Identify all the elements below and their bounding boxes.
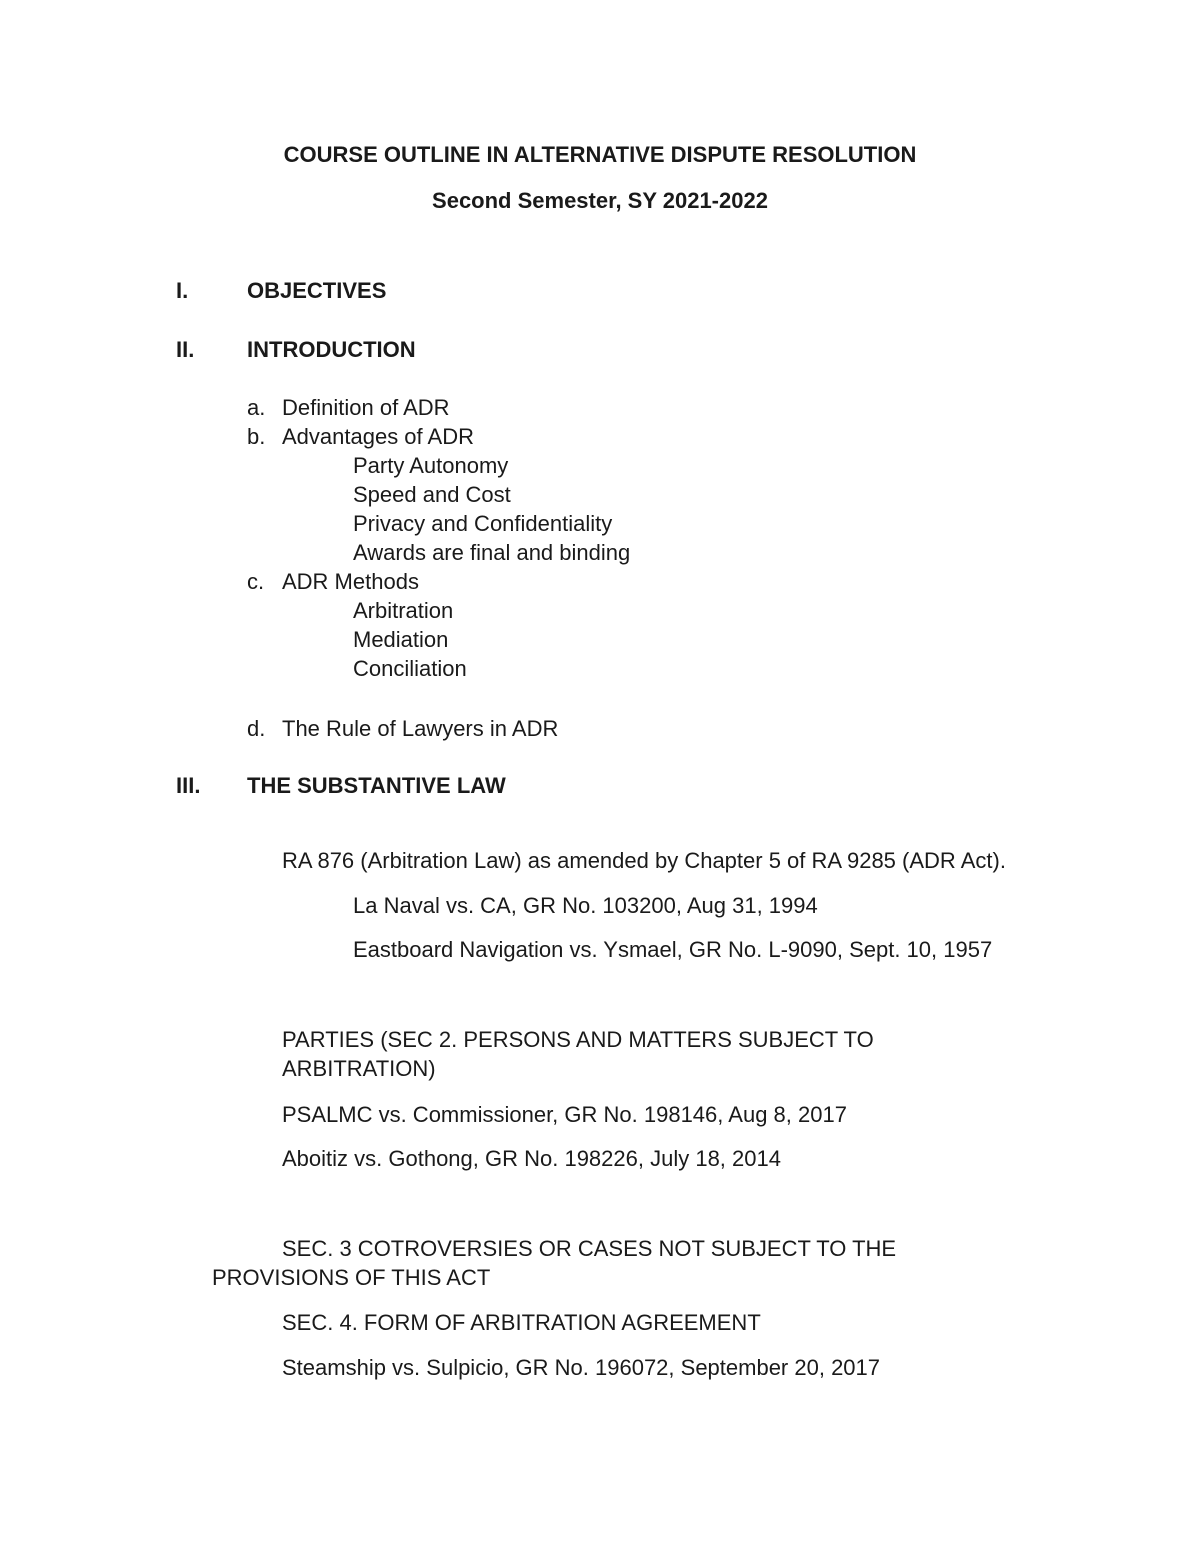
subsection-heading-sec3: SEC. 3 COTROVERSIES OR CASES NOT SUBJECT TO THE bbox=[282, 1236, 897, 1261]
subsection-heading-parties: PARTIES (SEC 2. PERSONS AND MATTERS SUBJECT TO bbox=[282, 1027, 874, 1052]
subsection-heading-parties-cont: ARBITRATION) bbox=[282, 1056, 436, 1081]
list-marker: a. bbox=[247, 395, 266, 420]
list-item: Advantages of ADR bbox=[282, 424, 475, 449]
section-numeral: III. bbox=[176, 773, 201, 798]
section-heading-substantive-law: THE SUBSTANTIVE LAW bbox=[247, 773, 506, 798]
case-citation: Steamship vs. Sulpicio, GR No. 196072, September 20, 2017 bbox=[282, 1355, 881, 1380]
list-item: The Rule of Lawyers in ADR bbox=[282, 716, 559, 741]
list-marker: d. bbox=[247, 716, 266, 741]
case-citation: La Naval vs. CA, GR No. 103200, Aug 31, 1994 bbox=[353, 893, 818, 918]
list-item: ADR Methods bbox=[282, 569, 419, 594]
sub-list-item: Party Autonomy bbox=[353, 453, 509, 478]
case-citation: PSALMC vs. Commissioner, GR No. 198146, Aug 8, 2017 bbox=[282, 1102, 847, 1127]
case-citation: Aboitiz vs. Gothong, GR No. 198226, July 18, 2014 bbox=[282, 1146, 781, 1171]
section-heading-objectives: OBJECTIVES bbox=[247, 278, 387, 303]
subsection-heading-sec4: SEC. 4. FORM OF ARBITRATION AGREEMENT bbox=[282, 1310, 761, 1335]
sub-list-item: Arbitration bbox=[353, 598, 454, 623]
list-item: Definition of ADR bbox=[282, 395, 450, 420]
section-numeral: I. bbox=[176, 278, 189, 303]
section-heading-introduction: INTRODUCTION bbox=[247, 337, 416, 362]
subsection-heading-sec3-cont: PROVISIONS OF THIS ACT bbox=[212, 1265, 491, 1290]
law-reference: RA 876 (Arbitration Law) as amended by Chapter 5 of RA 9285 (ADR Act). bbox=[282, 848, 1006, 873]
sub-list-item: Mediation bbox=[353, 627, 449, 652]
section-numeral: II. bbox=[176, 337, 195, 362]
case-citation: Eastboard Navigation vs. Ysmael, GR No. L-9090, Sept. 10, 1957 bbox=[353, 937, 993, 962]
document-title: COURSE OUTLINE IN ALTERNATIVE DISPUTE RESOLUTION bbox=[283, 142, 917, 167]
sub-list-item: Privacy and Confidentiality bbox=[353, 511, 613, 536]
document-subtitle: Second Semester, SY 2021-2022 bbox=[432, 188, 768, 213]
sub-list-item: Conciliation bbox=[353, 656, 467, 681]
sub-list-item: Speed and Cost bbox=[353, 482, 511, 507]
list-marker: c. bbox=[247, 569, 265, 594]
list-marker: b. bbox=[247, 424, 266, 449]
sub-list-item: Awards are final and binding bbox=[353, 540, 631, 565]
